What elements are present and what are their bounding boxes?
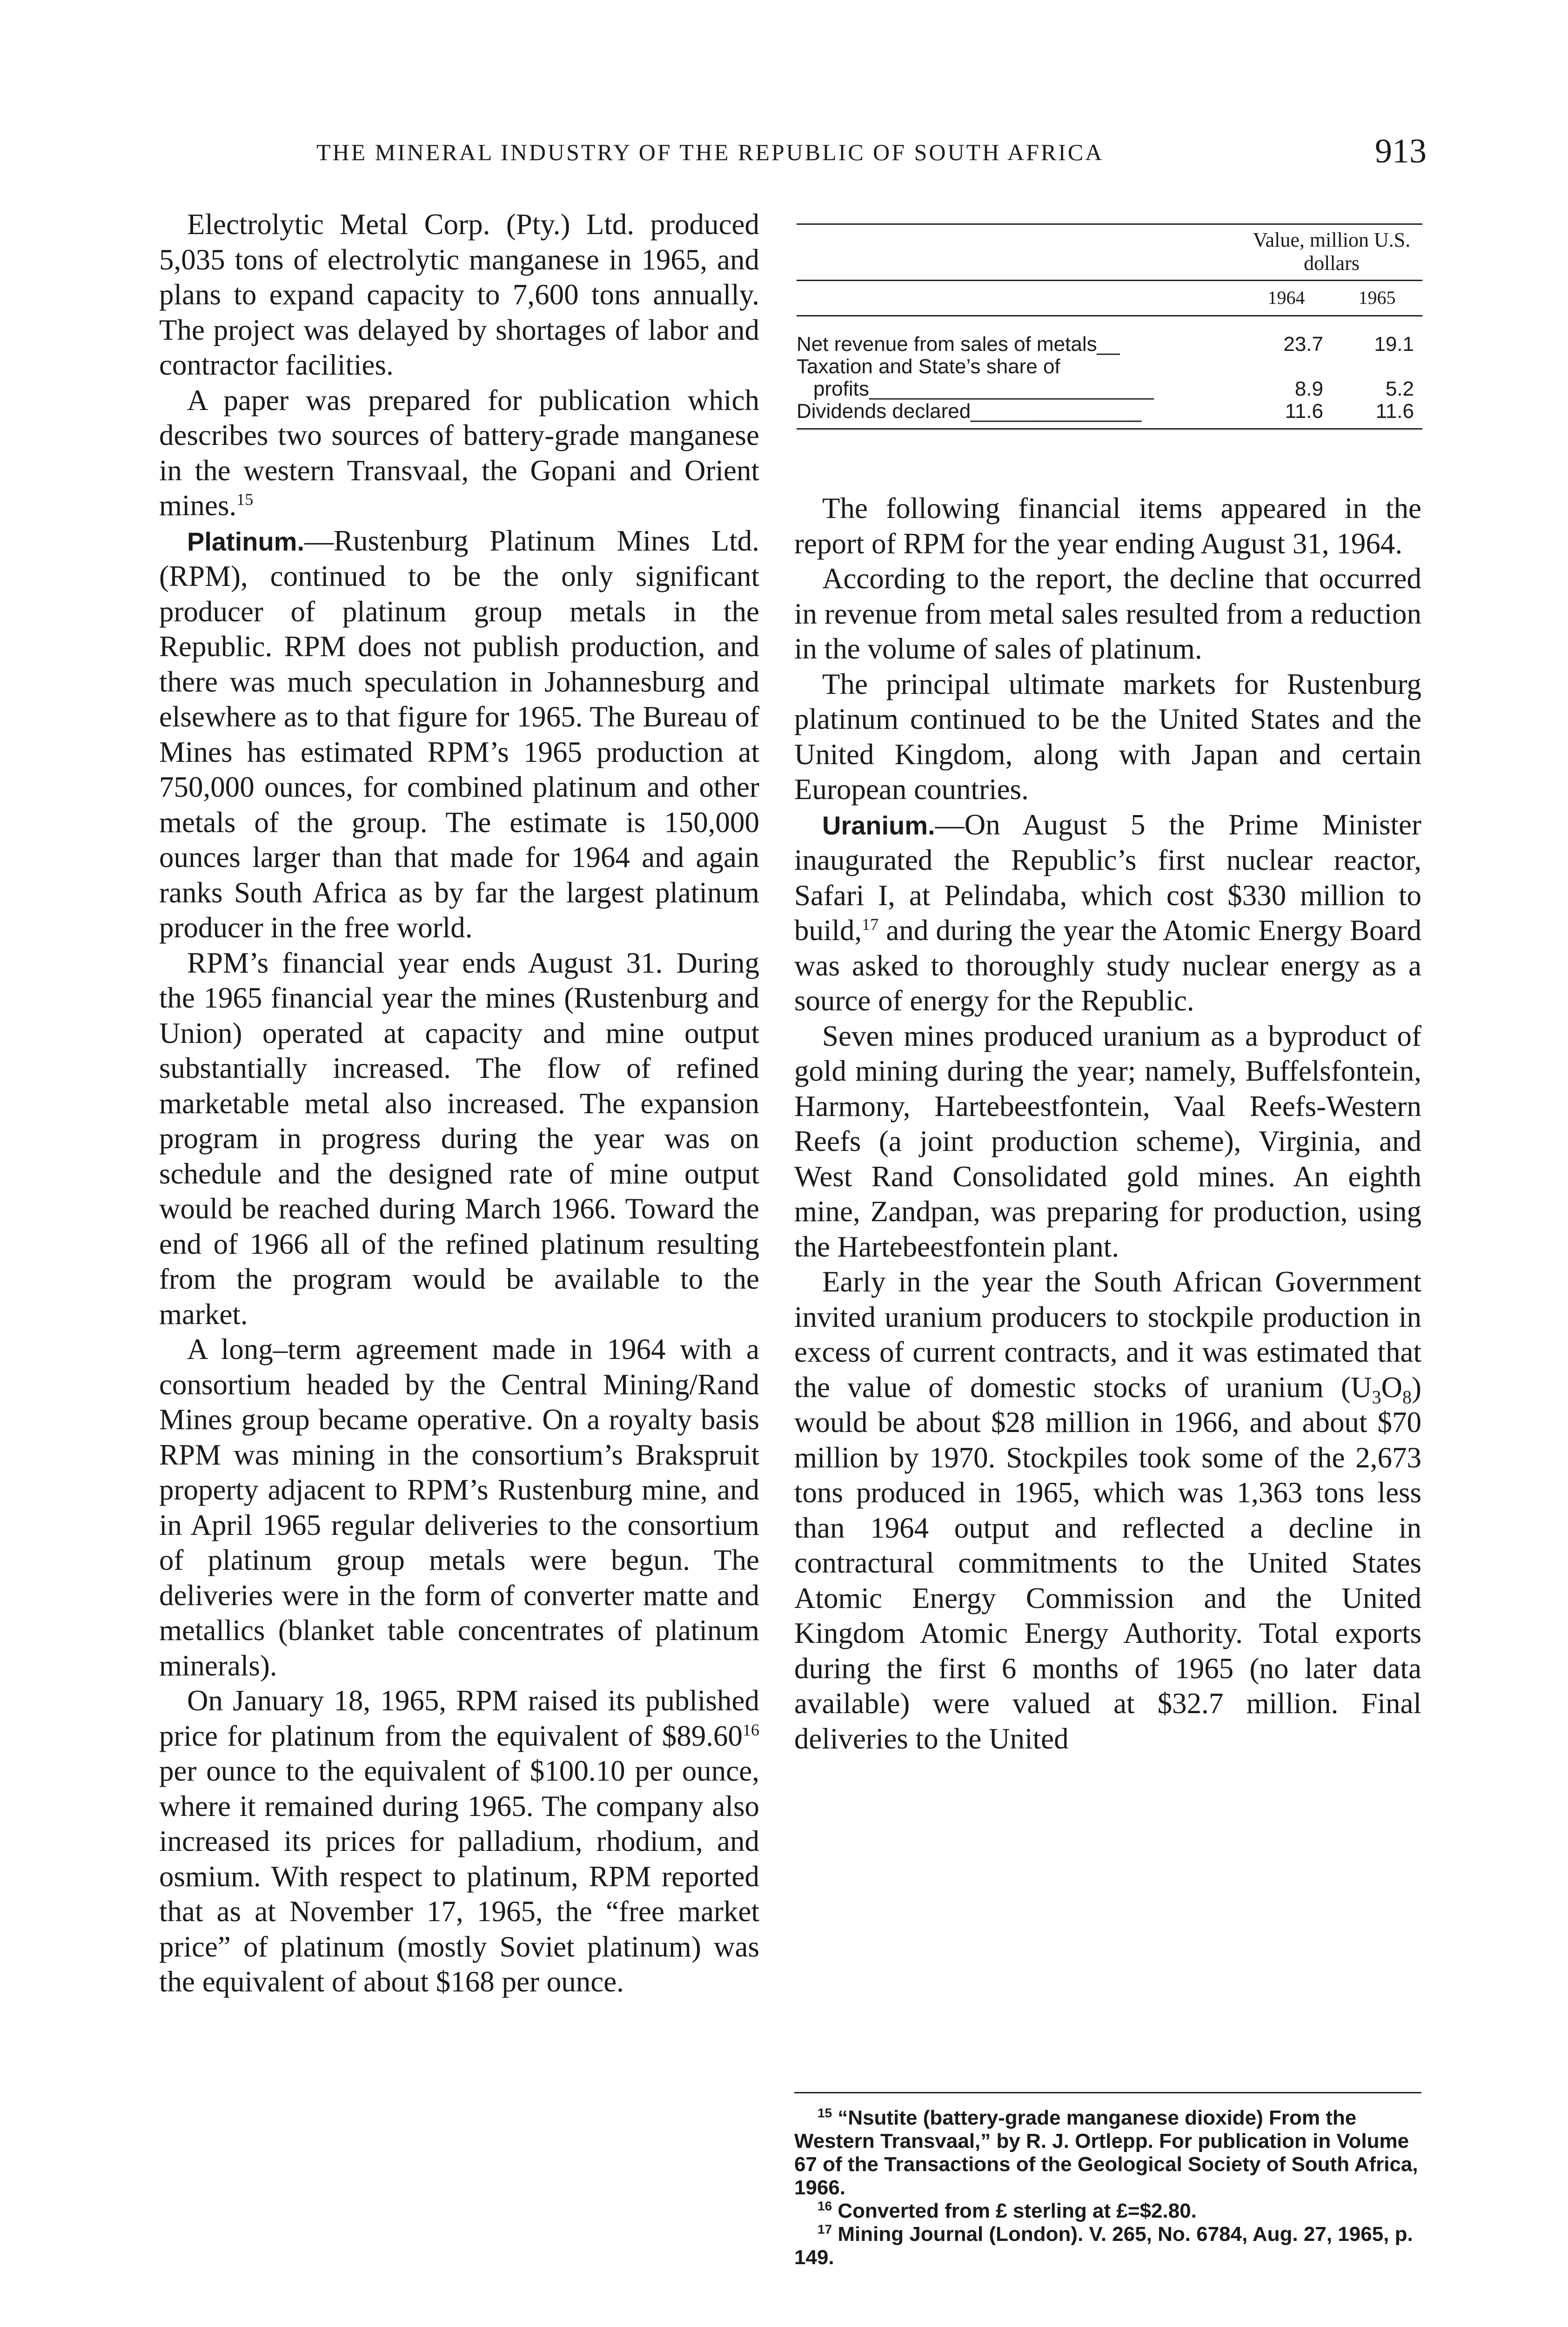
row-label [797,333,1241,356]
footnote [794,2223,1421,2269]
table-header [797,225,1422,280]
paragraph-text: —Rustenburg Platinum Mines Ltd. (RPM), continued to be the only significant producer of platinum group metals in the Republic. RPM does not publish production, and there was much speculation in Johannesburg and elsewhere as to that figure for 1965. The Bureau of Mines has estimated RPM’s 1965 production at 750,000 ounces, for combined platinum and other metals of the group. The estimate is 150,000 ounces larger than that made for 1964 and again ranks South Africa as by far the largest platinum producer in the free world. [159,524,759,944]
row-label [797,378,1241,400]
cell-1965: 5.2 [1385,377,1414,400]
table-row [797,378,1422,400]
cell-1965: 11.6 [1375,400,1414,423]
left-column [159,207,759,2000]
footnote-ref: 15 [236,490,254,509]
cell-1964: 23.7 [1283,333,1323,356]
row-label-text: Dividends declared [797,400,971,423]
paragraph [159,383,759,524]
footnote-number: 15 [818,2105,832,2120]
footnote-ref: 16 [743,1720,759,1739]
cell-1965: 19.1 [1374,333,1414,356]
cell-1964: 8.9 [1294,377,1323,400]
footnote-number: 17 [818,2222,832,2237]
dot-leader: __ [1097,333,1120,356]
footnote [794,2199,1421,2223]
footnotes [794,2092,1421,2269]
running-title: THE MINERAL INDUSTRY OF THE REPUBLIC OF SOUTH AFRICA [316,139,1104,165]
financial-table [797,223,1422,430]
paragraph: A long–term agreement made in 1964 with a consortium headed by the Central Mining/Rand Mines group became operative. On a royalty basis RPM was mining in the consortium’s Brakspruit property adjacent to RPM’s Rustenburg mine, and in April 1965 regular deliveries to the consortium of platinum group metals were begun. The deliveries were in the form of converter matte and metallics (blanket table concentrates of platinum minerals). [159,1333,759,1682]
subscript: 8 [1402,1386,1412,1408]
table-body [797,316,1422,430]
dot-leader: _______________ [971,400,1142,423]
footnote-text: Mining Journal (London). V. 265, No. 6784, Aug. 27, 1965, p. 149. [794,2223,1413,2269]
paragraph-text: ) would be about $28 million in 1966, and about $70 million by 1970. Stockpiles took some of the 2,673 tons produced in 1965, which was 1,363 tons less than 1964 output and reflected a decline in contractural commitments to the United States Atomic Energy Commission and the United Kingdom Atomic Energy Authority. Total exports during the first 6 months of 1965 (no later data available) were valued at $32.7 million. Final deliveries to the United [794,1371,1421,1755]
paragraph: Seven mines produced uranium as a byproduct of gold mining during the year; namely, Buffelsfontein, Harmony, Hartebeestfontein, Vaal Reefs-Western Reefs (a joint production scheme), Virginia, and West Rand Consolidated gold mines. An eighth mine, Zandpan, was preparing for production, using the Hartebeestfontein plant. [794,1019,1421,1263]
row-label-text: profits [813,378,869,400]
table-row [797,333,1422,356]
paragraph: The following financial items appeared in the report of RPM for the year ending August 31, 1964. [794,492,1421,560]
page-number: 913 [1375,132,1427,170]
dot-leader: _________________________ [869,378,1154,400]
paragraph-text: Early in the year the South African Government invited uranium producers to stockpile production in excess of current contracts, and it was estimated that the value of domestic stocks of uranium (U [794,1265,1421,1404]
paragraph-text: and during the year the Atomic Energy Board was asked to thoroughly study nuclear energy as a source of energy for the Republic. [794,914,1421,1017]
section-heading-platinum: Platinum. [187,526,305,556]
paragraph-text: On January 18, 1965, RPM raised its published price for platinum from the equivalent of $89.60 [159,1684,759,1752]
paragraph: Electrolytic Metal Corp. (Pty.) Ltd. produced 5,035 tons of electrolytic manganese in 1965, and plans to expand capacity to 7,600 tons annually. The project was delayed by shortages of labor and contractor facilities. [159,208,759,381]
section-heading-uranium: Uranium. [822,810,935,840]
paragraph-text: —On August 5 the Prime Minister inaugurated the Republic’s first nuclear reactor, Safari I, at Pelindaba, which cost $330 million to build, [794,808,1421,947]
paragraph-text: O [1381,1371,1403,1404]
footnote-text: “Nsutite (battery-grade manganese dioxide) From the Western Transvaal,” by R. J. Ortlepp. For publication in Volume 67 of the Transactions of the Geological Society of South Africa, 1966. [794,2106,1418,2199]
paragraph: The principal ultimate markets for Rustenburg platinum continued to be the United States and the United Kingdom, along with Japan and certain European countries. [794,667,1421,806]
year-header: 1964 [1267,287,1305,308]
paragraph [159,524,759,946]
paragraph: RPM’s financial year ends August 31. During the 1965 financial year the mines (Rustenburg and Union) operated at capacity and mine output substantially increased. The flow of refined marketable metal also increased. The expansion program in progress during the year was on schedule and the designed rate of mine output would be reached during March 1966. Toward the end of 1966 all of the refined platinum resulting from the program would be available to the market. [159,946,759,1331]
paragraph: According to the report, the decline that occurred in revenue from metal sales resulted from a reduction in the volume of sales of platinum. [794,562,1421,665]
cell-1964: 11.6 [1285,400,1323,423]
paragraph-text: A paper was prepared for publication which describes two sources of battery-grade manganese in the western Transvaal, the Gopani and Orient mines. [159,383,759,522]
row-label [797,356,1241,378]
table-row [797,356,1422,378]
paragraph [794,1264,1421,1756]
table-row [797,400,1422,423]
footnote-text: Converted from £ sterling at £=$2.80. [838,2199,1197,2222]
subscript: 3 [1372,1386,1381,1408]
year-header: 1965 [1358,287,1396,308]
row-label-text: Net revenue from sales of metals [797,333,1097,356]
footnote-ref: 17 [862,915,879,934]
paragraph [794,807,1421,1019]
footnote [794,2106,1421,2199]
paragraph-text: per ounce to the equivalent of $100.10 per ounce, where it remained during 1965. The company also increased its prices for palladium, rhodium, and osmium. With respect to platinum, RPM reported that as at November 17, 1965, the “free market price” of platinum (mostly Soviet platinum) was the equivalent of about $168 per ounce. [159,1755,759,1998]
paragraph [159,1683,759,2000]
year-header-row [797,280,1422,316]
right-column [794,491,1421,1756]
row-label [797,400,1241,423]
unit-header: Value, million U.S. dollars [1253,229,1411,275]
footnote-number: 16 [818,2199,832,2213]
row-label-text: Taxation and State’s share of [797,356,1060,378]
